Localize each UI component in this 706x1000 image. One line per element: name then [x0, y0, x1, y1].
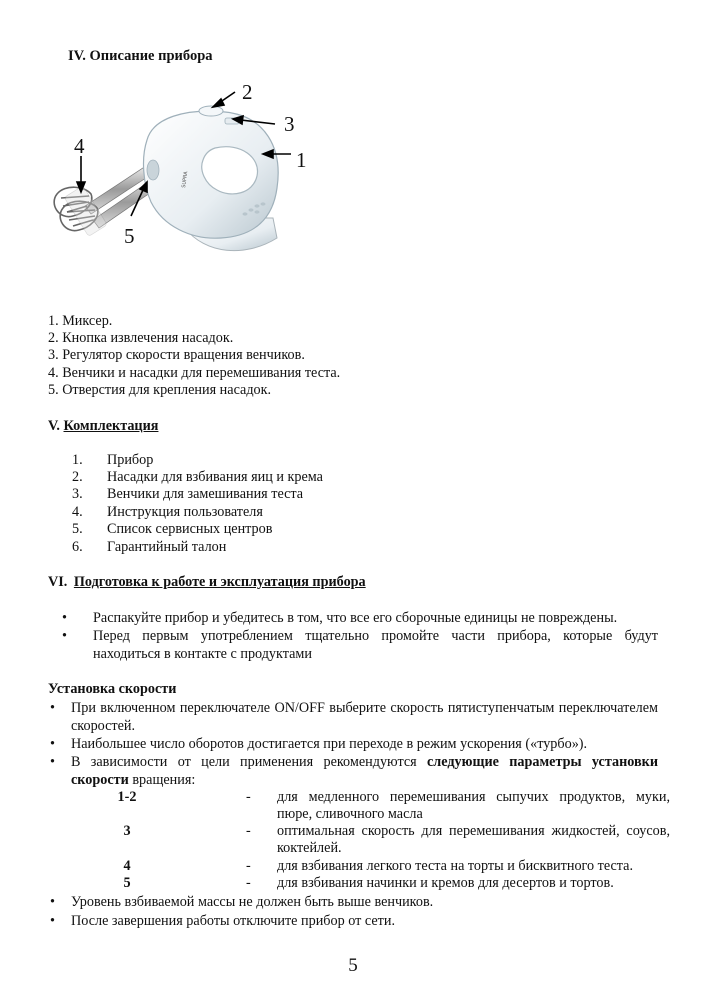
kit-item: 5. Список сервисных центров	[72, 521, 273, 537]
section-6-number: VI.	[48, 574, 68, 590]
prep-bullet-2: • Перед первым употреблением тщательно промойте части прибора, которые будут находиться в контакте с продуктами	[62, 628, 658, 662]
prep-bullet-1: • Распакуйте прибор и убедитесь в том, что все его сборочные единицы не повреждены.	[62, 610, 618, 626]
section-5-title	[48, 418, 158, 435]
legend-item-5: 5. Отверстия для крепления насадок.	[48, 382, 272, 398]
speed-heading: Установка скорости	[48, 681, 177, 697]
callout-2: 2	[242, 80, 253, 104]
legend-item-4: 4. Венчики и насадки для перемешивания теста.	[48, 365, 341, 381]
speed-row-1: 1-2 - для медленного перемешивания сыпучих продуктов, муки, пюре, сливочного масла	[117, 789, 670, 822]
legend-item-1: 1. Миксер.	[48, 313, 113, 329]
section-6-title	[48, 574, 366, 591]
speed-bullet-4: • Уровень взбиваемой массы не должен быть выше венчиков.	[50, 894, 434, 910]
brand-label: SUPRA	[181, 171, 190, 189]
bullet-icon: •	[62, 628, 67, 644]
kit-item: 1. Прибор	[72, 452, 154, 468]
bullet-icon: •	[50, 754, 55, 770]
callout-4: 4	[74, 134, 85, 158]
callout-1: 1	[296, 148, 307, 172]
bullet-icon: •	[50, 700, 55, 716]
speed-bullet-2: • Наибольшее число оборотов достигается при переходе в режим ускорения («турбо»).	[50, 736, 588, 752]
speed-row-2: 3 - оптимальная скорость для перемешивания жидкостей, соусов, коктейлей.	[123, 823, 670, 856]
kit-item: 3. Венчики для замешивания теста	[72, 486, 304, 502]
speed-row-3: 4 - для взбивания легкого теста на торты и бисквитного теста.	[123, 858, 634, 874]
section-5-number: V.	[48, 418, 60, 434]
kit-item: 4. Инструкция пользователя	[72, 504, 263, 520]
legend-item-3: 3. Регулятор скорости вращения венчиков.	[48, 347, 305, 363]
callout-3: 3	[284, 112, 295, 136]
bullet-icon: •	[50, 894, 55, 910]
speed-row-4: 5 - для взбивания начинки и кремов для десертов и тортов.	[123, 875, 614, 891]
bullet-icon: •	[62, 610, 67, 626]
speed-bullet-3: • В зависимости от цели применения рекомендуются следующие параметры установки скорости вращения:	[50, 754, 658, 788]
attachment-sockets	[147, 160, 159, 180]
callout-5: 5	[124, 224, 135, 248]
speed-bullet-1: • При включенном переключателе ON/OFF выберите скорость пятиступенчатым переключателем скоростей.	[50, 700, 658, 734]
section-6-heading: Подготовка к работе и эксплуатация прибора	[73, 574, 366, 590]
section-5-heading: Комплектация	[63, 418, 159, 434]
page-number: 5	[348, 955, 358, 976]
eject-button	[199, 106, 223, 116]
speed-bullet-5: • После завершения работы отключите прибор от сети.	[50, 913, 395, 929]
legend-item-2: 2. Кнопка извлечения насадок.	[48, 330, 234, 346]
section-4-title: IV. Описание прибора	[68, 48, 213, 64]
kit-item: 2. Насадки для взбивания яиц и крема	[72, 469, 323, 485]
bullet-icon: •	[50, 913, 55, 929]
kit-item: 6. Гарантийный талон	[72, 539, 227, 555]
bullet-icon: •	[50, 736, 55, 752]
